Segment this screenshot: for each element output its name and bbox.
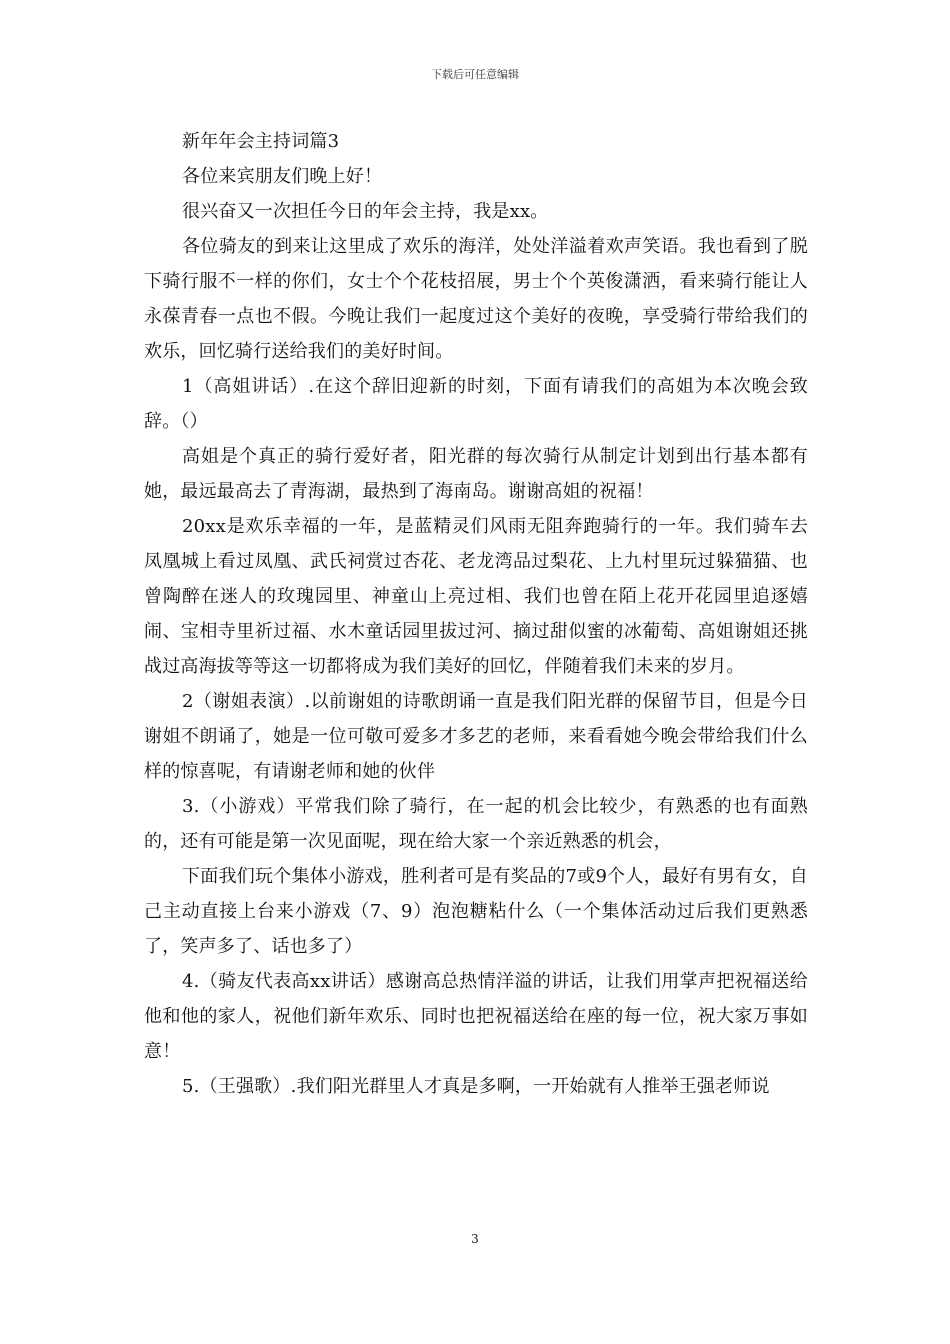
- body-paragraph: 20xx是欢乐幸福的一年，是蓝精灵们风雨无阻奔跑骑行的一年。我们骑车去凤凰城上看过凤凰、武氏祠赏过杏花、老龙湾品过梨花、上九村里玩过躲猫猫、也曾陶醉在迷人的玫瑰园里、神童山上亮过相、我们也曾在陌上花开花园里追逐嬉闹、宝相寺里祈过福、水木童话园里拔过河、摘过甜似蜜的冰葡萄、高姐谢姐还挑战过高海拔等等这一切都将成为我们美好的回忆，伴随着我们未来的岁月。: [144, 516, 808, 677]
- body-paragraph: 2（谢姐表演）.以前谢姐的诗歌朗诵一直是我们阳光群的保留节目，但是今日谢姐不朗诵了，她是一位可敬可爱多才多艺的老师，来看看她今晚会带给我们什么样的惊喜呢，有请谢老师和她的伙伴: [144, 691, 808, 782]
- greeting-paragraph: 各位来宾朋友们晚上好！: [182, 166, 383, 187]
- body-paragraph: 1（高姐讲话）.在这个辞旧迎新的时刻，下面有请我们的高姐为本次晚会致辞。（）: [144, 376, 808, 432]
- body-paragraph: 各位骑友的到来让这里成了欢乐的海洋，处处洋溢着欢声笑语。我也看到了脱下骑行服不一样的你们，女士个个花枝招展，男士个个英俊潇洒，看来骑行能让人永葆青春一点也不假。今晚让我们一起度过这个美好的夜晚，享受骑行带给我们的欢乐，回忆骑行送给我们的美好时间。: [144, 236, 808, 362]
- body-paragraph: 3.（小游戏）平常我们除了骑行，在一起的机会比较少，有熟悉的也有面熟的，还有可能是第一次见面呢，现在给大家一个亲近熟悉的机会，: [144, 796, 808, 852]
- page-header: 下载后可任意编辑: [431, 68, 519, 81]
- body-paragraph: 5.（王强歌）.我们阳光群里人才真是多啊，一开始就有人推举王强老师说: [182, 1076, 770, 1097]
- body-paragraph: 下面我们玩个集体小游戏，胜利者可是有奖品的7或9个人，最好有男有女，自己主动直接上台来小游戏（7、9）泡泡糖粘什么（一个集体活动过后我们更熟悉了，笑声多了、话也多了）: [144, 866, 808, 957]
- body-paragraph: 高姐是个真正的骑行爱好者，阳光群的每次骑行从制定计划到出行基本都有她，最远最高去了青海湖，最热到了海南岛。谢谢高姐的祝福！: [144, 446, 808, 502]
- section-title: 新年年会主持词篇3: [182, 131, 340, 152]
- page-number: 3: [471, 1232, 479, 1246]
- host-intro-paragraph: 很兴奋又一次担任今日的年会主持，我是xx。: [182, 201, 549, 222]
- document-body: [144, 124, 808, 1104]
- body-paragraph: 4.（骑友代表高xx讲话）感谢高总热情洋溢的讲话，让我们用掌声把祝福送给他和他的家人，祝他们新年欢乐、同时也把祝福送给在座的每一位，祝大家万事如意！: [144, 971, 808, 1062]
